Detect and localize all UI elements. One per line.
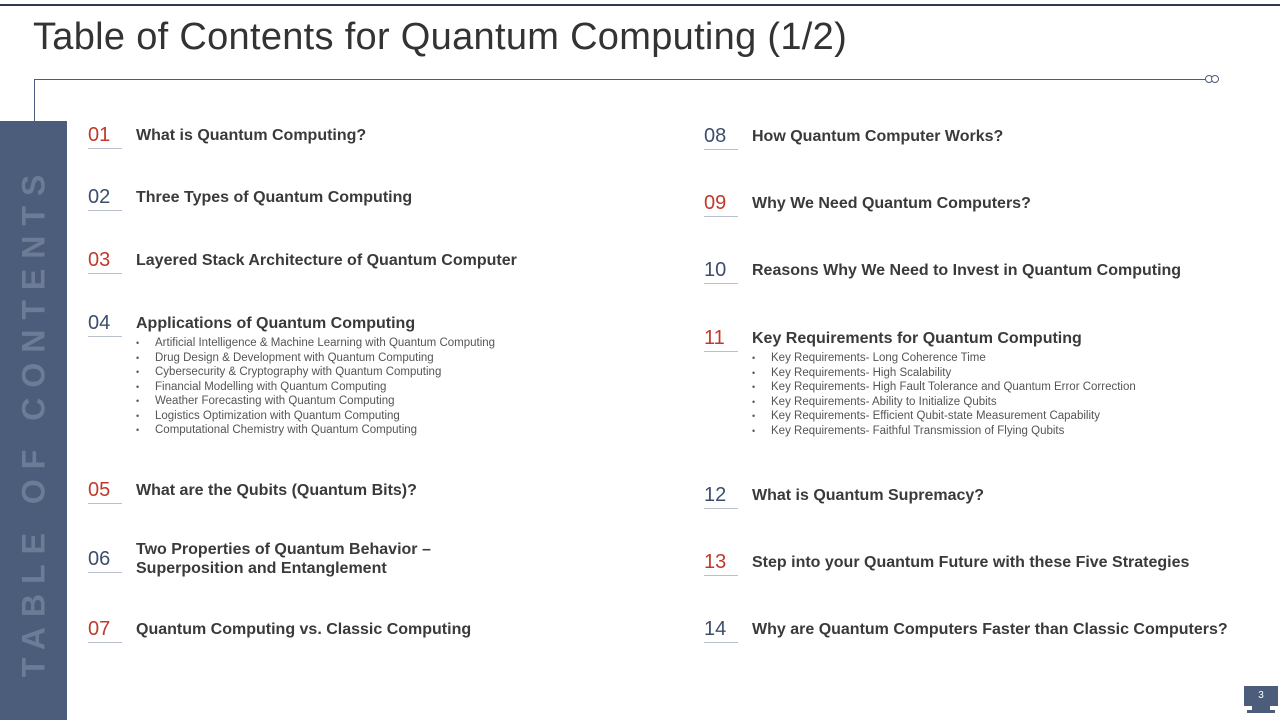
title-rule xyxy=(34,79,1206,80)
toc-number: 02 xyxy=(88,186,111,208)
number-underline xyxy=(88,572,122,573)
page-title: Table of Contents for Quantum Computing (1/2) xyxy=(33,16,848,58)
toc-number: 07 xyxy=(88,618,111,640)
toc-label: Step into your Quantum Future with these Five Strategies xyxy=(752,554,1190,571)
toc-number: 05 xyxy=(88,479,111,501)
top-border xyxy=(0,4,1280,6)
toc-label: What is Quantum Computing? xyxy=(136,127,367,144)
bullet-item: • Key Requirements- Ability to Initialize Qubits xyxy=(752,395,1136,410)
toc-number: 12 xyxy=(704,484,727,506)
bullet-item: • Artificial Intelligence & Machine Learning with Quantum Computing xyxy=(136,336,495,351)
monitor-base-icon xyxy=(1247,710,1275,713)
bullet-item: • Cybersecurity & Cryptography with Quantum Computing xyxy=(136,365,495,380)
toc-label: Why We Need Quantum Computers? xyxy=(752,195,1031,212)
toc-number: 08 xyxy=(704,125,727,147)
bullet-item: • Key Requirements- Efficient Qubit-state Measurement Capability xyxy=(752,409,1136,424)
number-underline xyxy=(88,336,122,337)
toc-label: Why are Quantum Computers Faster than Classic Computers? xyxy=(752,621,1228,638)
toc-label: Key Requirements for Quantum Computing xyxy=(752,330,1082,347)
bullet-item: • Key Requirements- High Fault Tolerance and Quantum Error Correction xyxy=(752,380,1136,395)
toc-label: How Quantum Computer Works? xyxy=(752,128,1004,145)
bullet-item: • Key Requirements- High Scalability xyxy=(752,366,1136,381)
rule-end-circles-icon xyxy=(1205,75,1221,85)
toc-label: Layered Stack Architecture of Quantum Computer xyxy=(136,252,517,269)
number-underline xyxy=(704,642,738,643)
bullet-item: • Key Requirements- Long Coherence Time xyxy=(752,351,1136,366)
toc-number: 14 xyxy=(704,618,727,640)
bullet-item: • Financial Modelling with Quantum Computing xyxy=(136,380,495,395)
bullet-item: • Logistics Optimization with Quantum Computing xyxy=(136,409,495,424)
bullet-item: • Weather Forecasting with Quantum Computing xyxy=(136,394,495,409)
toc-number: 11 xyxy=(704,327,725,349)
toc-label: Two Properties of Quantum Behavior – xyxy=(136,541,431,558)
number-underline xyxy=(88,503,122,504)
sidebar-banner xyxy=(0,121,67,720)
toc-label: What are the Qubits (Quantum Bits)? xyxy=(136,482,417,499)
toc-number: 10 xyxy=(704,259,727,281)
bullet-item: • Drug Design & Development with Quantum Computing xyxy=(136,351,495,366)
bullet-item: • Key Requirements- Faithful Transmission of Flying Qubits xyxy=(752,424,1136,439)
toc-number: 09 xyxy=(704,192,727,214)
number-underline xyxy=(704,149,738,150)
number-underline xyxy=(704,575,738,576)
toc-number: 04 xyxy=(88,312,111,334)
toc-number: 13 xyxy=(704,551,727,573)
toc-number: 01 xyxy=(88,124,111,146)
toc-label: Quantum Computing vs. Classic Computing xyxy=(136,621,472,638)
number-underline xyxy=(704,216,738,217)
number-underline xyxy=(704,283,738,284)
toc-label-line2: Superposition and Entanglement xyxy=(136,560,387,577)
number-underline xyxy=(88,148,122,149)
title-rule-vertical xyxy=(34,79,35,121)
toc-number: 06 xyxy=(88,548,111,570)
bullet-list xyxy=(752,351,1136,438)
number-underline xyxy=(88,210,122,211)
number-underline xyxy=(704,508,738,509)
bullet-item: • Computational Chemistry with Quantum Computing xyxy=(136,423,495,438)
number-underline xyxy=(704,351,738,352)
number-underline xyxy=(88,642,122,643)
toc-label: Three Types of Quantum Computing xyxy=(136,189,413,206)
toc-label: What is Quantum Supremacy? xyxy=(752,487,985,504)
toc-number: 03 xyxy=(88,249,111,271)
bullet-list xyxy=(136,336,495,438)
toc-label: Reasons Why We Need to Invest in Quantum Computing xyxy=(752,262,1182,279)
number-underline xyxy=(88,273,122,274)
sidebar-label: TABLE OF CONTENTS xyxy=(15,164,51,677)
page-number: 3 xyxy=(1244,686,1278,706)
toc-label: Applications of Quantum Computing xyxy=(136,315,416,332)
